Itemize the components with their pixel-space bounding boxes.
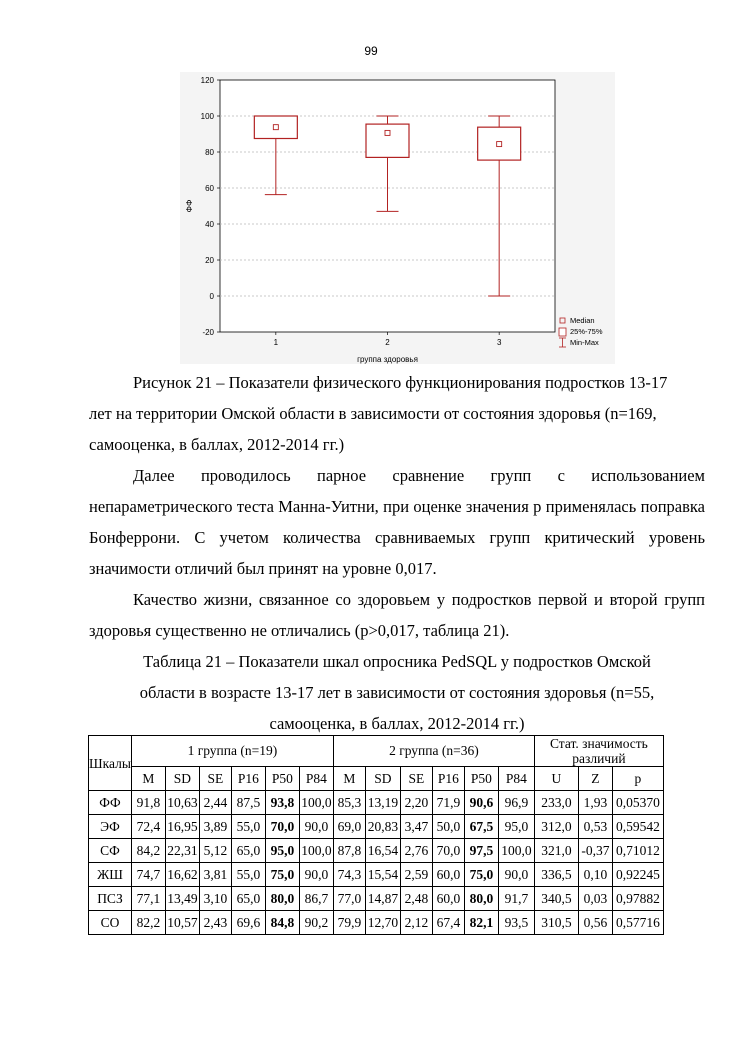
- table-cell: 85,3: [333, 791, 365, 815]
- subheader-5: P84: [299, 767, 333, 791]
- table-cell: 84,8: [265, 911, 299, 935]
- y-tick-label: 40: [205, 220, 214, 229]
- table-row-label: СО: [89, 911, 132, 935]
- subheader-1: SD: [165, 767, 199, 791]
- subheader-9: P16: [432, 767, 464, 791]
- subheader-7: SD: [365, 767, 400, 791]
- table-cell: 2,44: [199, 791, 231, 815]
- table-cell: 67,4: [432, 911, 464, 935]
- table-cell: 22,31: [165, 839, 199, 863]
- table-cell: 80,0: [265, 887, 299, 911]
- table-cell: 3,81: [199, 863, 231, 887]
- table-cell: 79,9: [333, 911, 365, 935]
- y-tick-label: 100: [200, 112, 214, 121]
- table-cell: 82,1: [464, 911, 498, 935]
- subheader-10: P50: [464, 767, 498, 791]
- table-cell: 3,47: [400, 815, 432, 839]
- table-cell: 69,0: [333, 815, 365, 839]
- y-tick-label: -20: [202, 328, 214, 337]
- table-cell: 100,0: [299, 839, 333, 863]
- table-cell: 65,0: [231, 839, 265, 863]
- table-cell: 77,1: [131, 887, 165, 911]
- table-cell: 0,71012: [612, 839, 663, 863]
- table-cell: 67,5: [464, 815, 498, 839]
- table-cell: 87,8: [333, 839, 365, 863]
- table-cell: 55,0: [231, 815, 265, 839]
- subheader-6: M: [333, 767, 365, 791]
- table-row-label: ПСЗ: [89, 887, 132, 911]
- table-cell: 0,92245: [612, 863, 663, 887]
- pedsql-table: [88, 735, 664, 935]
- table-row-label: ФФ: [89, 791, 132, 815]
- header-group-2: 2 группа (n=36): [333, 736, 534, 767]
- table-row-label: ЭФ: [89, 815, 132, 839]
- x-tick-label: 3: [496, 338, 502, 347]
- table-cell: 20,83: [365, 815, 400, 839]
- y-tick-label: 120: [200, 76, 214, 85]
- box-iqr: [366, 124, 409, 157]
- subheader-13: Z: [578, 767, 612, 791]
- table-cell: 87,5: [231, 791, 265, 815]
- table-cell: 3,10: [199, 887, 231, 911]
- table-cell: 0,10: [578, 863, 612, 887]
- table-cell: 84,2: [131, 839, 165, 863]
- table-cell: 2,43: [199, 911, 231, 935]
- table-cell: 10,63: [165, 791, 199, 815]
- table-cell: 90,2: [299, 911, 333, 935]
- table-cell: -0,37: [578, 839, 612, 863]
- table-caption-line-1: Таблица 21 – Показатели шкал опросника PedSQL у подростков Омской: [143, 652, 651, 671]
- subheader-11: P84: [498, 767, 534, 791]
- table-cell: 13,19: [365, 791, 400, 815]
- table-cell: 75,0: [464, 863, 498, 887]
- table-cell: 50,0: [432, 815, 464, 839]
- table-cell: 74,7: [131, 863, 165, 887]
- table-cell: 69,6: [231, 911, 265, 935]
- table-cell: 10,57: [165, 911, 199, 935]
- table-cell: 14,87: [365, 887, 400, 911]
- table-row-label: ЖШ: [89, 863, 132, 887]
- table-row: [89, 791, 664, 815]
- y-tick-label: 20: [205, 256, 214, 265]
- y-tick-label: 80: [205, 148, 214, 157]
- legend-label: Median: [570, 316, 595, 325]
- x-axis-label: группа здоровья: [357, 355, 418, 364]
- table-cell: 96,9: [498, 791, 534, 815]
- header-group-1: 1 группа (n=19): [131, 736, 333, 767]
- table-row: [89, 887, 664, 911]
- table-cell: 95,0: [265, 839, 299, 863]
- x-tick-label: 2: [385, 338, 390, 347]
- table-cell: 60,0: [432, 863, 464, 887]
- table-cell: 310,5: [534, 911, 578, 935]
- table-cell: 90,6: [464, 791, 498, 815]
- legend-box-icon: [559, 328, 566, 336]
- table-cell: 90,0: [299, 863, 333, 887]
- table-cell: 91,7: [498, 887, 534, 911]
- table-cell: 312,0: [534, 815, 578, 839]
- subheader-4: P50: [265, 767, 299, 791]
- table-cell: 321,0: [534, 839, 578, 863]
- paragraph-bonferroni: Далее проводилось парное сравнение групп с использованием непараметрического теста Манна-Уитни, при оценке значения p применялась поправка Бонферрони. С учетом количества сравниваемых групп критический уровень значимости отличий был принят на уровне 0,017.: [89, 466, 705, 578]
- table-cell: 100,0: [498, 839, 534, 863]
- table-cell: 340,5: [534, 887, 578, 911]
- table-cell: 72,4: [131, 815, 165, 839]
- box-iqr: [478, 127, 521, 160]
- table-cell: 91,8: [131, 791, 165, 815]
- subheader-0: M: [131, 767, 165, 791]
- y-axis-label: ФФ: [184, 199, 194, 213]
- y-tick-label: 60: [205, 184, 214, 193]
- table-cell: 5,12: [199, 839, 231, 863]
- table-cell: 65,0: [231, 887, 265, 911]
- table-cell: 100,0: [299, 791, 333, 815]
- table-cell: 75,0: [265, 863, 299, 887]
- table-cell: 2,12: [400, 911, 432, 935]
- subheader-2: SE: [199, 767, 231, 791]
- table-row-label: СФ: [89, 839, 132, 863]
- table-cell: 16,95: [165, 815, 199, 839]
- table-cell: 77,0: [333, 887, 365, 911]
- table-cell: 13,49: [165, 887, 199, 911]
- table-cell: 16,62: [165, 863, 199, 887]
- table-cell: 336,5: [534, 863, 578, 887]
- x-tick-label: 1: [273, 338, 279, 347]
- subheader-row: [89, 767, 664, 791]
- table-cell: 0,03: [578, 887, 612, 911]
- table-cell: 0,56: [578, 911, 612, 935]
- table-caption-line-2: области в возрасте 13-17 лет в зависимости от состояния здоровья (n=55,: [139, 683, 655, 702]
- subheader-12: U: [534, 767, 578, 791]
- table-cell: 2,59: [400, 863, 432, 887]
- subheader-3: P16: [231, 767, 265, 791]
- table-cell: 93,5: [498, 911, 534, 935]
- table-cell: 55,0: [231, 863, 265, 887]
- table-cell: 233,0: [534, 791, 578, 815]
- table-cell: 95,0: [498, 815, 534, 839]
- figure-caption-line-3: самооценка, в баллах, 2012-2014 гг.): [89, 435, 345, 454]
- legend-label: 25%-75%: [570, 327, 603, 336]
- table-cell: 2,76: [400, 839, 432, 863]
- table-body: [89, 791, 664, 935]
- table-cell: 70,0: [265, 815, 299, 839]
- paragraph-quality-of-life: Качество жизни, связанное со здоровьем у подростков первой и второй групп здоровья существенно не отличались (p>0,017, таблица 21).: [89, 590, 705, 640]
- subheader-8: SE: [400, 767, 432, 791]
- table-cell: 0,59542: [612, 815, 663, 839]
- table-cell: 0,97882: [612, 887, 663, 911]
- table-row: [89, 863, 664, 887]
- table-cell: 90,0: [299, 815, 333, 839]
- table-cell: 71,9: [432, 791, 464, 815]
- table-cell: 0,53: [578, 815, 612, 839]
- table-cell: 80,0: [464, 887, 498, 911]
- figure-caption-line-2: лет на территории Омской области в зависимости от состояния здоровья (n=169,: [89, 404, 657, 423]
- table-cell: 2,20: [400, 791, 432, 815]
- table-row: [89, 911, 664, 935]
- legend-label: Min-Max: [570, 338, 599, 347]
- table-cell: 2,48: [400, 887, 432, 911]
- table-cell: 0,05370: [612, 791, 663, 815]
- table-cell: 12,70: [365, 911, 400, 935]
- table-cell: 90,0: [498, 863, 534, 887]
- table-cell: 1,93: [578, 791, 612, 815]
- y-tick-label: 0: [209, 292, 214, 301]
- subheader-14: p: [612, 767, 663, 791]
- table-cell: 3,89: [199, 815, 231, 839]
- table-cell: 74,3: [333, 863, 365, 887]
- box-iqr: [254, 116, 297, 139]
- table-cell: 16,54: [365, 839, 400, 863]
- figure-caption-line-1: Рисунок 21 – Показатели физического функционирования подростков 13-17: [133, 373, 668, 392]
- page-number: 99: [364, 44, 378, 58]
- table-cell: 93,8: [265, 791, 299, 815]
- legend-median-icon: [560, 318, 565, 323]
- table-cell: 82,2: [131, 911, 165, 935]
- table-cell: 15,54: [365, 863, 400, 887]
- header-stat-significance: Стат. значимость различий: [534, 736, 663, 767]
- table-row: [89, 839, 664, 863]
- table-cell: 97,5: [464, 839, 498, 863]
- table-row: [89, 815, 664, 839]
- table-cell: 86,7: [299, 887, 333, 911]
- box-plot-figure: [180, 72, 615, 364]
- table-cell: 60,0: [432, 887, 464, 911]
- table-cell: 0,57716: [612, 911, 663, 935]
- table-caption-line-3: самооценка, в баллах, 2012-2014 гг.): [269, 714, 525, 733]
- table-cell: 70,0: [432, 839, 464, 863]
- header-scales: Шкалы: [89, 736, 132, 791]
